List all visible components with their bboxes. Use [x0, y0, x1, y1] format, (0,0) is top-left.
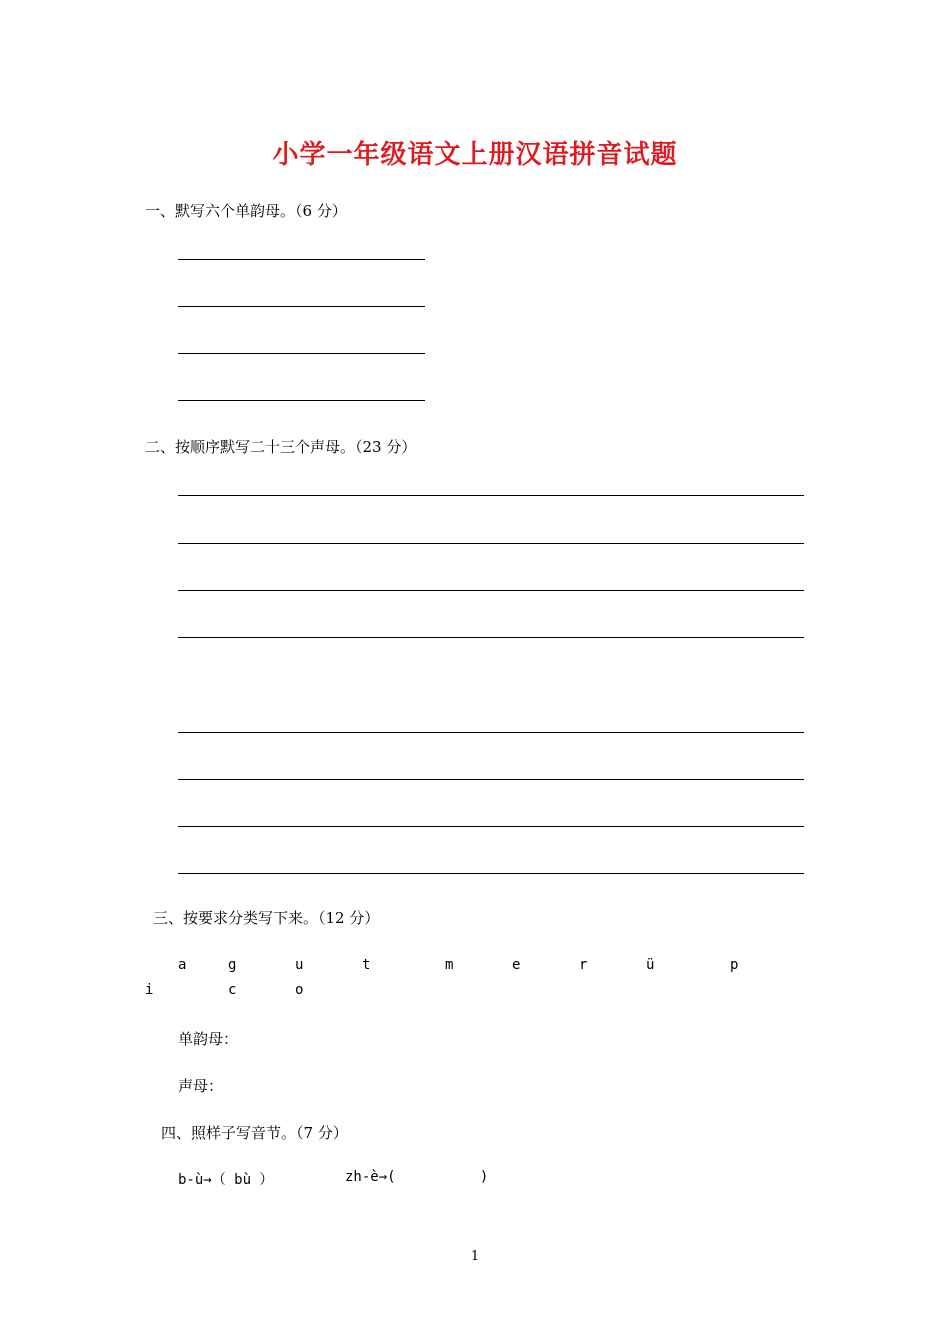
answer-line	[178, 732, 804, 733]
answer-line	[178, 259, 425, 260]
section-3-heading: 三、按要求分类写下来。（12 分）	[153, 909, 380, 927]
section-1-heading: 一、默写六个单韵母。（6 分）	[145, 202, 347, 220]
pinyin-letter: p	[730, 957, 739, 973]
pinyin-letter: ü	[646, 957, 655, 973]
initials-label: 声母：	[178, 1077, 224, 1095]
pinyin-letter: t	[362, 957, 371, 973]
vowels-label: 单韵母：	[178, 1030, 239, 1048]
answer-line	[178, 543, 804, 544]
answer-line	[178, 826, 804, 827]
task-syllable: zh-è→( )	[345, 1169, 489, 1185]
answer-line	[178, 306, 425, 307]
pinyin-letter: e	[512, 957, 521, 973]
section-2-heading: 二、按顺序默写二十三个声母。（23 分）	[145, 438, 417, 456]
section-4-heading: 四、照样子写音节。（7 分）	[161, 1124, 348, 1142]
answer-line	[178, 590, 804, 591]
pinyin-letter: g	[228, 957, 237, 973]
example-syllable: b-ù→（ bù ）	[178, 1172, 274, 1188]
document-title: 小学一年级语文上册汉语拼音试题	[272, 140, 678, 170]
answer-line	[178, 873, 804, 874]
pinyin-letter: r	[579, 957, 588, 973]
page-number: 1	[470, 1249, 480, 1264]
pinyin-letter: m	[445, 957, 454, 973]
pinyin-letter: u	[295, 957, 304, 973]
answer-line	[178, 637, 804, 638]
answer-line	[178, 495, 804, 496]
pinyin-letter: c	[228, 982, 237, 998]
answer-line	[178, 400, 425, 401]
pinyin-letter: o	[295, 982, 304, 998]
pinyin-letter: a	[178, 957, 187, 973]
pinyin-letter: i	[145, 982, 154, 998]
answer-line	[178, 779, 804, 780]
answer-line	[178, 353, 425, 354]
